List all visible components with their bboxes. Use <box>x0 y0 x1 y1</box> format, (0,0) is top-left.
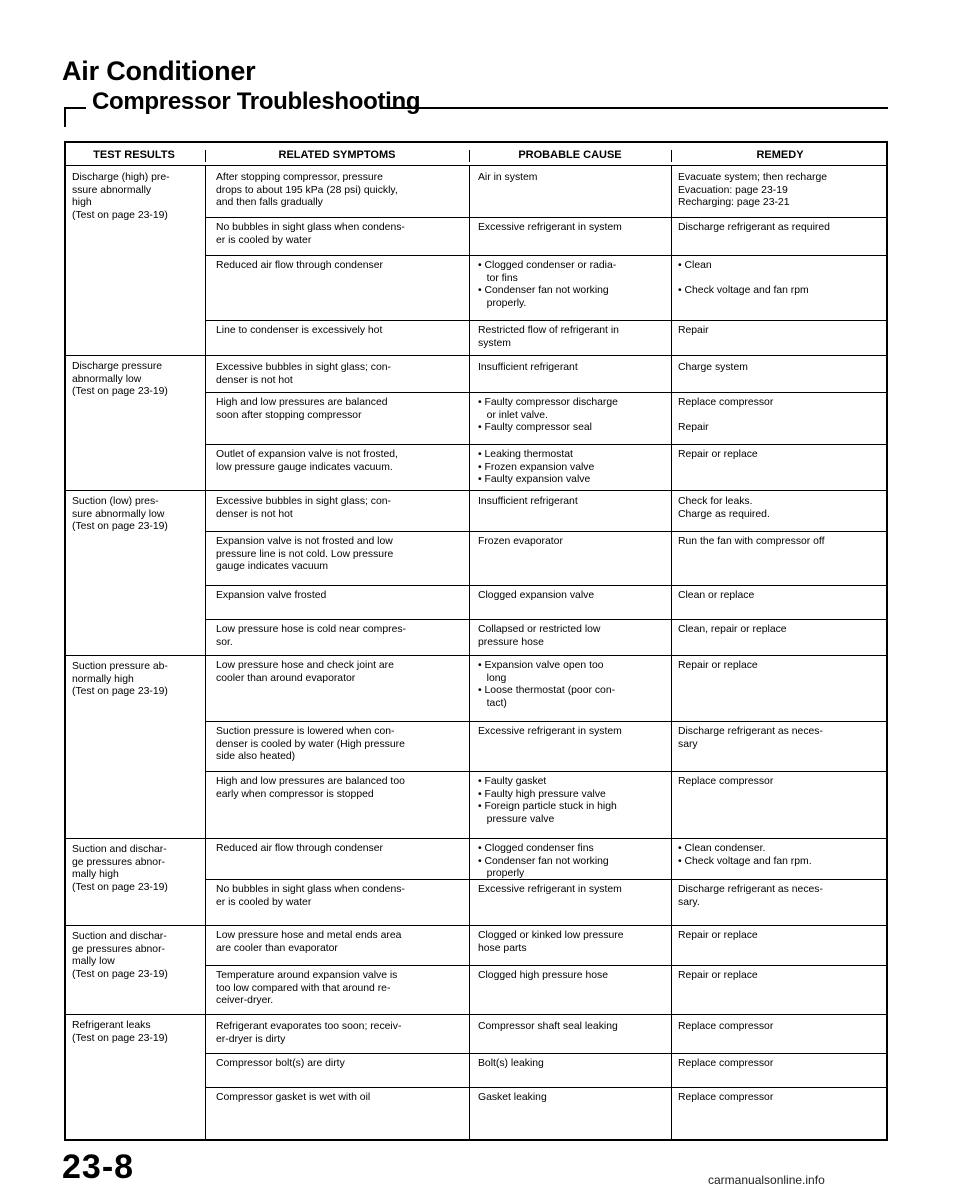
symptom-cell <box>216 1058 466 1071</box>
cause-cell-line: tact) <box>478 697 507 709</box>
symptom-cell <box>216 1021 466 1046</box>
test-result-cell-line: ge pressures abnor- <box>72 856 165 868</box>
test-result-cell-line: normally high <box>72 673 134 685</box>
remedy-cell-line: Repair or replace <box>678 970 758 981</box>
symptom-cell-line: Low pressure hose and check joint are <box>216 660 394 671</box>
cause-cell-line: properly <box>478 868 525 880</box>
row-separator <box>205 1053 888 1054</box>
column-divider <box>671 166 672 1139</box>
header-divider <box>671 150 672 162</box>
remedy-cell-line: • Check voltage and fan rpm <box>678 285 809 297</box>
column-divider <box>469 166 470 1139</box>
symptom-cell <box>216 970 466 1008</box>
remedy-cell <box>678 449 883 462</box>
watermark: carmanualsonline.info <box>708 1173 825 1187</box>
symptom-cell-line: cooler than around evaporator <box>216 672 356 684</box>
symptom-cell-line: Reduced air flow through condenser <box>216 843 383 854</box>
group-separator <box>64 355 888 356</box>
symptom-cell-line: too low compared with that around re- <box>216 982 391 994</box>
cause-cell <box>478 536 668 549</box>
remedy-cell-line: Charge as required. <box>678 508 770 520</box>
cause-cell <box>478 362 668 375</box>
row-separator <box>205 965 888 966</box>
symptom-cell-line: sor. <box>216 636 233 648</box>
cause-cell-line: • Condenser fan not working <box>478 855 609 867</box>
header-probable-cause: PROBABLE CAUSE <box>518 149 622 161</box>
cause-cell-line: Frozen evaporator <box>478 536 563 547</box>
remedy-cell-line: Replace compressor <box>678 1021 774 1032</box>
cause-cell <box>478 590 668 603</box>
remedy-cell-line: Recharging: page 23-21 <box>678 197 790 209</box>
remedy-cell-line: • Clean <box>678 260 712 271</box>
remedy-cell <box>678 172 883 210</box>
cause-cell-line: • Expansion valve open too <box>478 660 604 671</box>
symptom-cell-line: Reduced air flow through condenser <box>216 260 383 271</box>
cause-cell-line: • Faulty compressor seal <box>478 422 592 434</box>
cause-cell <box>478 1021 668 1034</box>
cause-cell <box>478 624 668 649</box>
symptom-cell-line: Compressor bolt(s) are dirty <box>216 1058 345 1069</box>
remedy-cell <box>678 726 883 751</box>
symptom-cell-line: After stopping compressor, pressure <box>216 172 383 183</box>
symptom-cell <box>216 496 466 521</box>
symptom-cell <box>216 222 466 247</box>
cause-cell-line: • Faulty expansion valve <box>478 474 591 486</box>
symptom-cell <box>216 884 466 909</box>
symptom-cell <box>216 930 466 955</box>
remedy-cell-line: Replace compressor <box>678 1058 774 1069</box>
remedy-cell-line: Run the fan with compressor off <box>678 536 825 547</box>
remedy-cell-line: Discharge refrigerant as neces- <box>678 726 823 737</box>
remedy-cell <box>678 843 883 868</box>
cause-cell <box>478 970 668 983</box>
symptom-cell <box>216 660 466 685</box>
symptom-cell <box>216 536 466 574</box>
remedy-cell <box>678 590 883 603</box>
cause-cell <box>478 325 668 350</box>
remedy-cell <box>678 260 883 298</box>
cause-cell-line: long <box>478 672 507 684</box>
symptom-cell-line: ceiver-dryer. <box>216 995 274 1007</box>
test-result-cell-line: (Test on page 23-19) <box>72 881 168 893</box>
remedy-cell <box>678 536 883 549</box>
cause-cell-line: • Condenser fan not working <box>478 285 609 297</box>
remedy-cell-line <box>678 410 883 423</box>
symptom-cell-line: er is cooled by water <box>216 896 312 908</box>
symptom-cell <box>216 172 466 210</box>
remedy-cell-line: Replace compressor <box>678 1092 774 1103</box>
cause-cell-line: • Clogged condenser fins <box>478 843 594 854</box>
remedy-cell-line: Clean, repair or replace <box>678 624 787 635</box>
symptom-cell-line: Expansion valve frosted <box>216 590 327 601</box>
symptom-cell-line: No bubbles in sight glass when condens- <box>216 884 405 895</box>
symptom-cell-line: side also heated) <box>216 751 296 763</box>
cause-cell-line: Clogged expansion valve <box>478 590 595 601</box>
remedy-cell-line: Replace compressor <box>678 776 774 787</box>
symptom-cell-line: Expansion valve is not frosted and low <box>216 536 393 547</box>
test-result-cell-line: (Test on page 23-19) <box>72 209 168 221</box>
symptom-cell <box>216 726 466 764</box>
symptom-cell-line: Suction pressure is lowered when con- <box>216 726 395 737</box>
test-result-cell-line: (Test on page 23-19) <box>72 386 168 398</box>
section-rule-left <box>64 107 86 109</box>
cause-cell <box>478 930 668 955</box>
remedy-cell <box>678 970 883 983</box>
row-separator <box>205 771 888 772</box>
remedy-cell-line: Repair or replace <box>678 660 758 671</box>
test-result-cell-line: ssure abnormally <box>72 184 152 196</box>
remedy-cell <box>678 660 883 673</box>
cause-cell-line: • Faulty gasket <box>478 776 547 787</box>
cause-cell-line: • Faulty compressor discharge <box>478 397 618 408</box>
test-result-cell-line: abnormally low <box>72 373 142 385</box>
remedy-cell <box>678 624 883 637</box>
test-result-cell-line: mally low <box>72 956 115 968</box>
test-result-cell-line: high <box>72 197 92 209</box>
symptom-cell-line: No bubbles in sight glass when condens- <box>216 222 405 233</box>
cause-cell <box>478 222 668 235</box>
remedy-cell-line: Evacuate system; then recharge <box>678 172 828 183</box>
test-result-cell-line: Discharge (high) pre- <box>72 172 170 183</box>
symptom-cell <box>216 449 466 474</box>
remedy-cell <box>678 776 883 789</box>
remedy-cell <box>678 930 883 943</box>
cause-cell-line: Excessive refrigerant in system <box>478 884 622 895</box>
column-divider <box>205 166 206 1139</box>
remedy-cell <box>678 1021 883 1034</box>
remedy-cell <box>678 397 883 435</box>
symptom-cell <box>216 362 466 387</box>
page-title: Air Conditioner <box>62 56 256 86</box>
test-result-cell-line: Discharge pressure <box>72 361 163 372</box>
remedy-cell <box>678 884 883 909</box>
symptom-cell-line: Excessive bubbles in sight glass; con- <box>216 362 391 373</box>
symptom-cell-line: low pressure gauge indicates vacuum. <box>216 461 393 473</box>
cause-cell <box>478 1058 668 1071</box>
header-related-symptoms: RELATED SYMPTOMS <box>278 149 396 161</box>
cause-cell-line: Excessive refrigerant in system <box>478 726 622 737</box>
cause-cell-line: Compressor shaft seal leaking <box>478 1021 618 1032</box>
cause-cell-line: Insufficient refrigerant <box>478 496 578 507</box>
test-result-cell <box>72 844 202 894</box>
section-title: Compressor Troubleshooting <box>92 88 426 116</box>
remedy-cell <box>678 1058 883 1071</box>
test-result-cell-line: (Test on page 23-19) <box>72 1032 168 1044</box>
test-result-cell-line: mally high <box>72 869 119 881</box>
header-divider <box>205 150 206 162</box>
group-separator <box>64 838 888 839</box>
remedy-cell-line <box>678 273 883 286</box>
remedy-cell-line: Clean or replace <box>678 590 755 601</box>
symptom-cell <box>216 590 466 603</box>
header-test-results: TEST RESULTS <box>93 149 175 161</box>
remedy-cell-line: • Check voltage and fan rpm. <box>678 855 812 867</box>
cause-cell <box>478 726 668 739</box>
row-separator <box>205 444 888 445</box>
cause-cell-line: properly. <box>478 297 527 309</box>
test-result-cell-line: sure abnormally low <box>72 508 165 520</box>
group-separator <box>64 655 888 656</box>
remedy-cell-line: Repair or replace <box>678 930 758 941</box>
remedy-cell-line: Charge system <box>678 362 748 373</box>
row-separator <box>205 585 888 586</box>
symptom-cell <box>216 325 466 338</box>
remedy-cell-line: Evacuation: page 23-19 <box>678 184 788 196</box>
cause-cell-line: Insufficient refrigerant <box>478 362 578 373</box>
test-result-cell <box>72 172 202 222</box>
test-result-cell-line: (Test on page 23-19) <box>72 968 168 980</box>
symptom-cell-line: Refrigerant evaporates too soon; receiv- <box>216 1021 402 1032</box>
test-result-cell-line: Suction pressure ab- <box>72 661 168 672</box>
remedy-cell-line: Repair <box>678 422 709 434</box>
test-result-cell-line: (Test on page 23-19) <box>72 521 168 533</box>
group-separator <box>64 925 888 926</box>
test-result-cell-line: Suction (low) pres- <box>72 496 159 507</box>
symptom-cell-line: early when compressor is stopped <box>216 788 374 800</box>
cause-cell-line: Excessive refrigerant in system <box>478 222 622 233</box>
symptom-cell <box>216 624 466 649</box>
cause-cell-line: • Loose thermostat (poor con- <box>478 685 616 697</box>
cause-cell-line: Restricted flow of refrigerant in <box>478 325 619 336</box>
section-rule-right <box>380 107 888 109</box>
cause-cell <box>478 397 668 435</box>
symptom-cell-line: er is cooled by water <box>216 234 312 246</box>
remedy-cell <box>678 1092 883 1105</box>
test-result-cell-line: Refrigerant leaks <box>72 1020 151 1031</box>
cause-cell-line: tor fins <box>478 272 518 284</box>
remedy-cell <box>678 222 883 235</box>
cause-cell <box>478 660 668 710</box>
symptom-cell <box>216 1092 466 1105</box>
symptom-cell-line: denser is not hot <box>216 374 293 386</box>
symptom-cell-line: High and low pressures are balanced <box>216 397 388 408</box>
row-separator <box>205 619 888 620</box>
test-result-cell-line: ge pressures abnor- <box>72 943 165 955</box>
cause-cell-line: • Clogged condenser or radia- <box>478 260 617 271</box>
cause-cell <box>478 843 668 881</box>
symptom-cell <box>216 843 466 856</box>
row-separator <box>205 531 888 532</box>
remedy-cell-line: Discharge refrigerant as required <box>678 222 830 233</box>
symptom-cell-line: soon after stopping compressor <box>216 409 362 421</box>
page-number: 23-8 <box>62 1148 135 1186</box>
remedy-cell <box>678 496 883 521</box>
test-result-cell <box>72 496 202 534</box>
row-separator <box>205 1087 888 1088</box>
row-separator <box>205 320 888 321</box>
test-result-cell-line: Suction and dischar- <box>72 844 167 855</box>
cause-cell <box>478 884 668 897</box>
cause-cell <box>478 449 668 487</box>
cause-cell <box>478 1092 668 1105</box>
test-result-cell <box>72 661 202 699</box>
cause-cell-line: or inlet valve. <box>478 409 548 421</box>
cause-cell-line: hose parts <box>478 942 527 954</box>
row-separator <box>205 255 888 256</box>
cause-cell-line: Collapsed or restricted low <box>478 624 601 635</box>
symptom-cell-line: are cooler than evaporator <box>216 942 338 954</box>
symptom-cell-line: Excessive bubbles in sight glass; con- <box>216 496 391 507</box>
remedy-cell-line: sary. <box>678 896 700 908</box>
remedy-cell <box>678 362 883 375</box>
row-separator <box>205 392 888 393</box>
cause-cell <box>478 172 668 185</box>
symptom-cell-line: Compressor gasket is wet with oil <box>216 1092 371 1103</box>
cause-cell-line: Clogged high pressure hose <box>478 970 608 981</box>
cause-cell-line: system <box>478 337 511 349</box>
symptom-cell-line: Line to condenser is excessively hot <box>216 325 383 336</box>
symptom-cell <box>216 397 466 422</box>
test-result-cell <box>72 1020 202 1045</box>
group-separator <box>64 1014 888 1015</box>
symptom-cell-line: denser is not hot <box>216 508 293 520</box>
symptom-cell-line: gauge indicates vacuum <box>216 561 329 573</box>
cause-cell-line: pressure valve <box>478 813 555 825</box>
header-remedy: REMEDY <box>756 149 804 161</box>
remedy-cell-line: Check for leaks. <box>678 496 753 507</box>
cause-cell-line: Gasket leaking <box>478 1092 547 1103</box>
row-separator <box>205 721 888 722</box>
remedy-cell-line: Repair or replace <box>678 449 758 460</box>
remedy-cell-line: • Clean condenser. <box>678 843 766 854</box>
symptom-cell-line: pressure line is not cold. Low pressure <box>216 548 394 560</box>
remedy-cell <box>678 325 883 338</box>
remedy-cell-line: sary <box>678 738 698 750</box>
row-separator <box>205 879 888 880</box>
cause-cell-line: Bolt(s) leaking <box>478 1058 544 1069</box>
cause-cell-line: • Leaking thermostat <box>478 449 573 460</box>
section-rule-left-tick <box>64 107 66 127</box>
cause-cell-line: pressure hose <box>478 636 544 648</box>
symptom-cell-line: denser is cooled by water (High pressure <box>216 738 405 750</box>
cause-cell-line: Air in system <box>478 172 538 183</box>
symptom-cell <box>216 776 466 801</box>
cause-cell-line: • Foreign particle stuck in high <box>478 801 617 813</box>
test-result-cell-line: Suction and dischar- <box>72 931 167 942</box>
cause-cell-line: Clogged or kinked low pressure <box>478 930 624 941</box>
group-separator <box>64 490 888 491</box>
symptom-cell-line: er-dryer is dirty <box>216 1033 286 1045</box>
symptom-cell <box>216 260 466 273</box>
test-result-cell <box>72 931 202 981</box>
remedy-cell-line: Repair <box>678 325 709 336</box>
symptom-cell-line: High and low pressures are balanced too <box>216 776 405 787</box>
symptom-cell-line: Temperature around expansion valve is <box>216 970 398 981</box>
cause-cell-line: • Faulty high pressure valve <box>478 788 606 800</box>
symptom-cell-line: Outlet of expansion valve is not frosted, <box>216 449 398 460</box>
cause-cell <box>478 776 668 826</box>
test-result-cell <box>72 361 202 399</box>
symptom-cell-line: drops to about 195 kPa (28 psi) quickly, <box>216 184 398 196</box>
cause-cell <box>478 496 668 509</box>
symptom-cell-line: Low pressure hose and metal ends area <box>216 930 402 941</box>
cause-cell-line: • Frozen expansion valve <box>478 461 595 473</box>
cause-cell <box>478 260 668 310</box>
header-divider <box>469 150 470 162</box>
remedy-cell-line: Replace compressor <box>678 397 774 408</box>
symptom-cell-line: and then falls gradually <box>216 197 323 209</box>
symptom-cell-line: Low pressure hose is cold near compres- <box>216 624 407 635</box>
header-rule <box>64 165 888 166</box>
row-separator <box>205 217 888 218</box>
remedy-cell-line: Discharge refrigerant as neces- <box>678 884 823 895</box>
test-result-cell-line: (Test on page 23-19) <box>72 686 168 698</box>
